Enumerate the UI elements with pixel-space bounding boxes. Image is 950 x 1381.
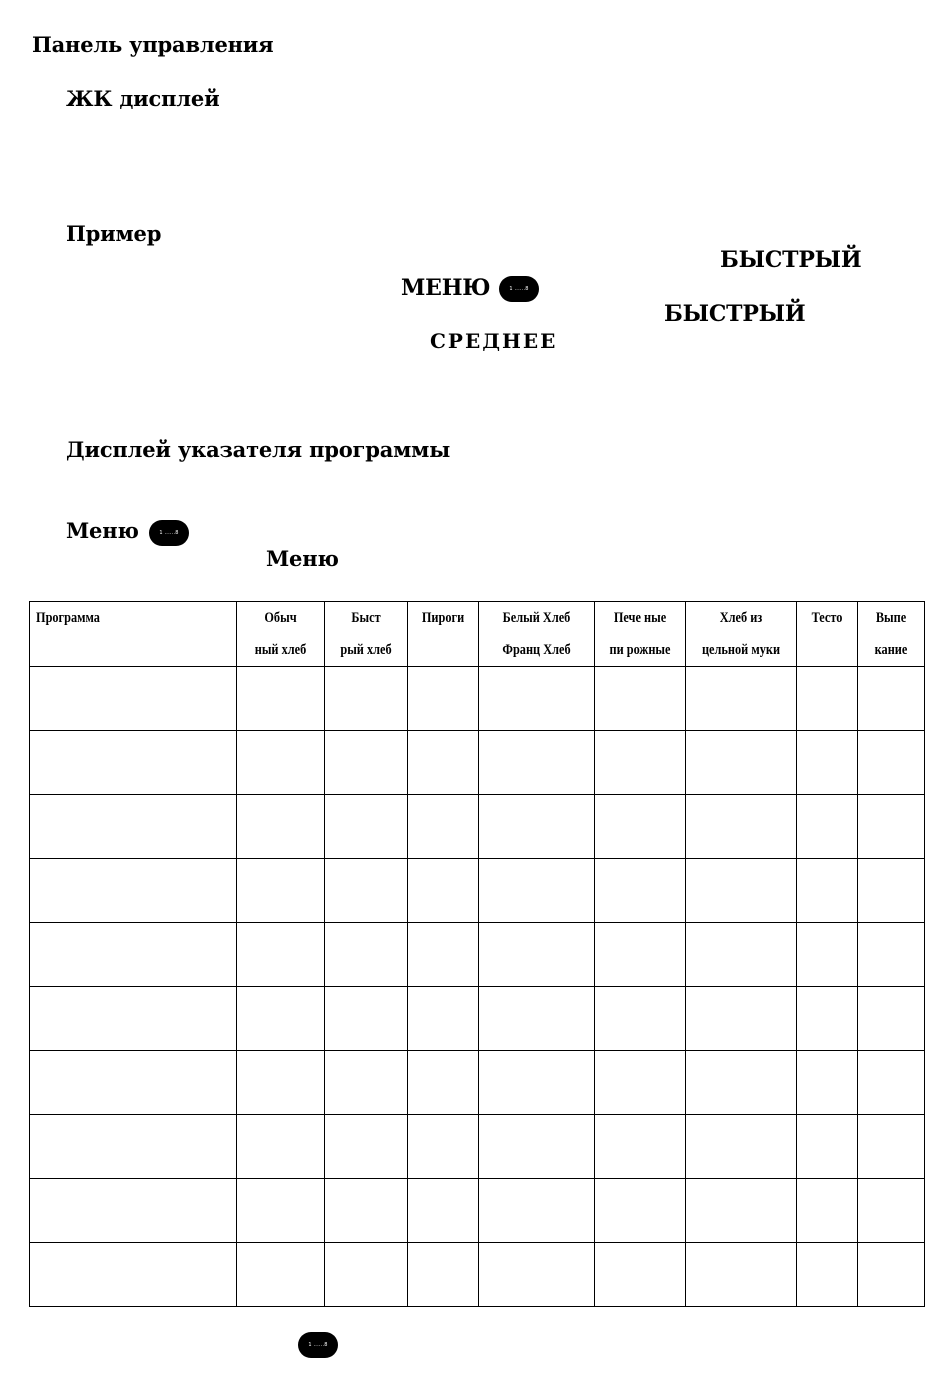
table-cell	[686, 731, 797, 795]
table-row	[30, 923, 925, 987]
table-cell	[408, 923, 479, 987]
table-cell	[479, 667, 595, 731]
table-cell	[30, 795, 237, 859]
table-cell	[595, 1179, 686, 1243]
column-header: Выпе кание	[858, 602, 925, 667]
table-cell	[595, 1243, 686, 1307]
table-cell	[408, 987, 479, 1051]
table-cell	[30, 731, 237, 795]
table-cell	[595, 923, 686, 987]
table-cell	[408, 1051, 479, 1115]
table-cell	[595, 987, 686, 1051]
table-cell	[479, 1243, 595, 1307]
menu-heading: Меню	[66, 518, 139, 543]
lcd-heading: ЖК дисплей	[66, 86, 220, 111]
table-cell	[325, 795, 408, 859]
table-cell	[797, 731, 858, 795]
table-cell	[479, 987, 595, 1051]
table-cell	[686, 923, 797, 987]
example-heading: Пример	[66, 221, 162, 246]
table-cell	[858, 1179, 925, 1243]
table-cell	[797, 1115, 858, 1179]
table-body	[30, 667, 925, 1307]
table-cell	[237, 667, 325, 731]
table-cell	[237, 1243, 325, 1307]
menu-subheading: Меню	[266, 546, 339, 571]
column-header-program: Программа	[30, 602, 237, 667]
table-row	[30, 859, 925, 923]
table-cell	[595, 795, 686, 859]
table-cell	[858, 1051, 925, 1115]
program-table	[29, 601, 925, 1307]
table-cell	[797, 667, 858, 731]
table-cell	[237, 987, 325, 1051]
table-cell	[325, 1179, 408, 1243]
table-cell	[30, 1243, 237, 1307]
table-cell	[797, 859, 858, 923]
table-cell	[30, 923, 237, 987]
table-row	[30, 795, 925, 859]
table-cell	[686, 859, 797, 923]
table-cell	[408, 1115, 479, 1179]
table-cell	[237, 731, 325, 795]
table-cell	[408, 667, 479, 731]
page-title: Панель управления	[32, 32, 274, 57]
menu-button-icon-2: 1 ......8	[149, 520, 189, 546]
column-header: Белый Хлеб Франц Хлеб	[479, 602, 595, 667]
table-header-row	[30, 602, 925, 667]
column-header: Обыч ный хлеб	[237, 602, 325, 667]
table-cell	[595, 731, 686, 795]
table-cell	[797, 1051, 858, 1115]
table-cell	[479, 1051, 595, 1115]
table-cell	[325, 1051, 408, 1115]
table-row	[30, 1115, 925, 1179]
table-cell	[237, 1051, 325, 1115]
table-cell	[858, 987, 925, 1051]
table-cell	[237, 795, 325, 859]
table-cell	[686, 1243, 797, 1307]
table-cell	[858, 859, 925, 923]
column-header: Пироги	[408, 602, 479, 667]
table-cell	[408, 1243, 479, 1307]
table-cell	[479, 1179, 595, 1243]
table-cell	[479, 795, 595, 859]
table-cell	[686, 1115, 797, 1179]
example-menu-label: МЕНЮ	[401, 275, 491, 301]
table-cell	[479, 1115, 595, 1179]
table-cell	[797, 923, 858, 987]
table-cell	[30, 667, 237, 731]
table-cell	[408, 795, 479, 859]
table-cell	[325, 1243, 408, 1307]
table-cell	[30, 987, 237, 1051]
table-cell	[858, 1115, 925, 1179]
example-medium-label: СРЕДНЕЕ	[430, 329, 558, 353]
table-cell	[325, 987, 408, 1051]
table-cell	[858, 923, 925, 987]
table-cell	[325, 1115, 408, 1179]
table-row	[30, 731, 925, 795]
menu-button-icon-3: 1 ......8	[298, 1332, 338, 1358]
table-cell	[30, 1051, 237, 1115]
table-cell	[30, 859, 237, 923]
table-cell	[30, 1115, 237, 1179]
example-fast-label-1: БЫСТРЫЙ	[720, 247, 862, 273]
table-cell	[797, 795, 858, 859]
menu-button-icon: 1 ......8	[499, 276, 539, 302]
example-fast-label-2: БЫСТРЫЙ	[664, 301, 806, 327]
table-cell	[595, 667, 686, 731]
table-cell	[595, 859, 686, 923]
table-cell	[325, 731, 408, 795]
table-cell	[686, 1051, 797, 1115]
table-cell	[325, 923, 408, 987]
table-cell	[325, 667, 408, 731]
table-cell	[237, 1179, 325, 1243]
table-cell	[858, 795, 925, 859]
table-row	[30, 1179, 925, 1243]
table-cell	[858, 1243, 925, 1307]
table-cell	[686, 795, 797, 859]
table-cell	[595, 1051, 686, 1115]
table-cell	[686, 1179, 797, 1243]
table-cell	[325, 859, 408, 923]
indicator-heading: Дисплей указателя программы	[66, 437, 451, 462]
column-header: Хлеб из цельной муки	[686, 602, 797, 667]
column-header: Быст рый хлеб	[325, 602, 408, 667]
table-cell	[237, 859, 325, 923]
table-cell	[797, 1243, 858, 1307]
table-cell	[237, 1115, 325, 1179]
table-cell	[797, 987, 858, 1051]
table-cell	[479, 731, 595, 795]
table-row	[30, 667, 925, 731]
column-header: Пече ные пи рожные	[595, 602, 686, 667]
table-cell	[408, 1179, 479, 1243]
table-cell	[858, 731, 925, 795]
table-row	[30, 1243, 925, 1307]
table-row	[30, 1051, 925, 1115]
table-cell	[797, 1179, 858, 1243]
table-row	[30, 987, 925, 1051]
table-cell	[408, 859, 479, 923]
table-cell	[237, 923, 325, 987]
table-cell	[686, 987, 797, 1051]
table-cell	[30, 1179, 237, 1243]
table-cell	[479, 859, 595, 923]
column-header: Тесто	[797, 602, 858, 667]
table-cell	[479, 923, 595, 987]
table-cell	[408, 731, 479, 795]
table-cell	[686, 667, 797, 731]
table-cell	[858, 667, 925, 731]
table-cell	[595, 1115, 686, 1179]
